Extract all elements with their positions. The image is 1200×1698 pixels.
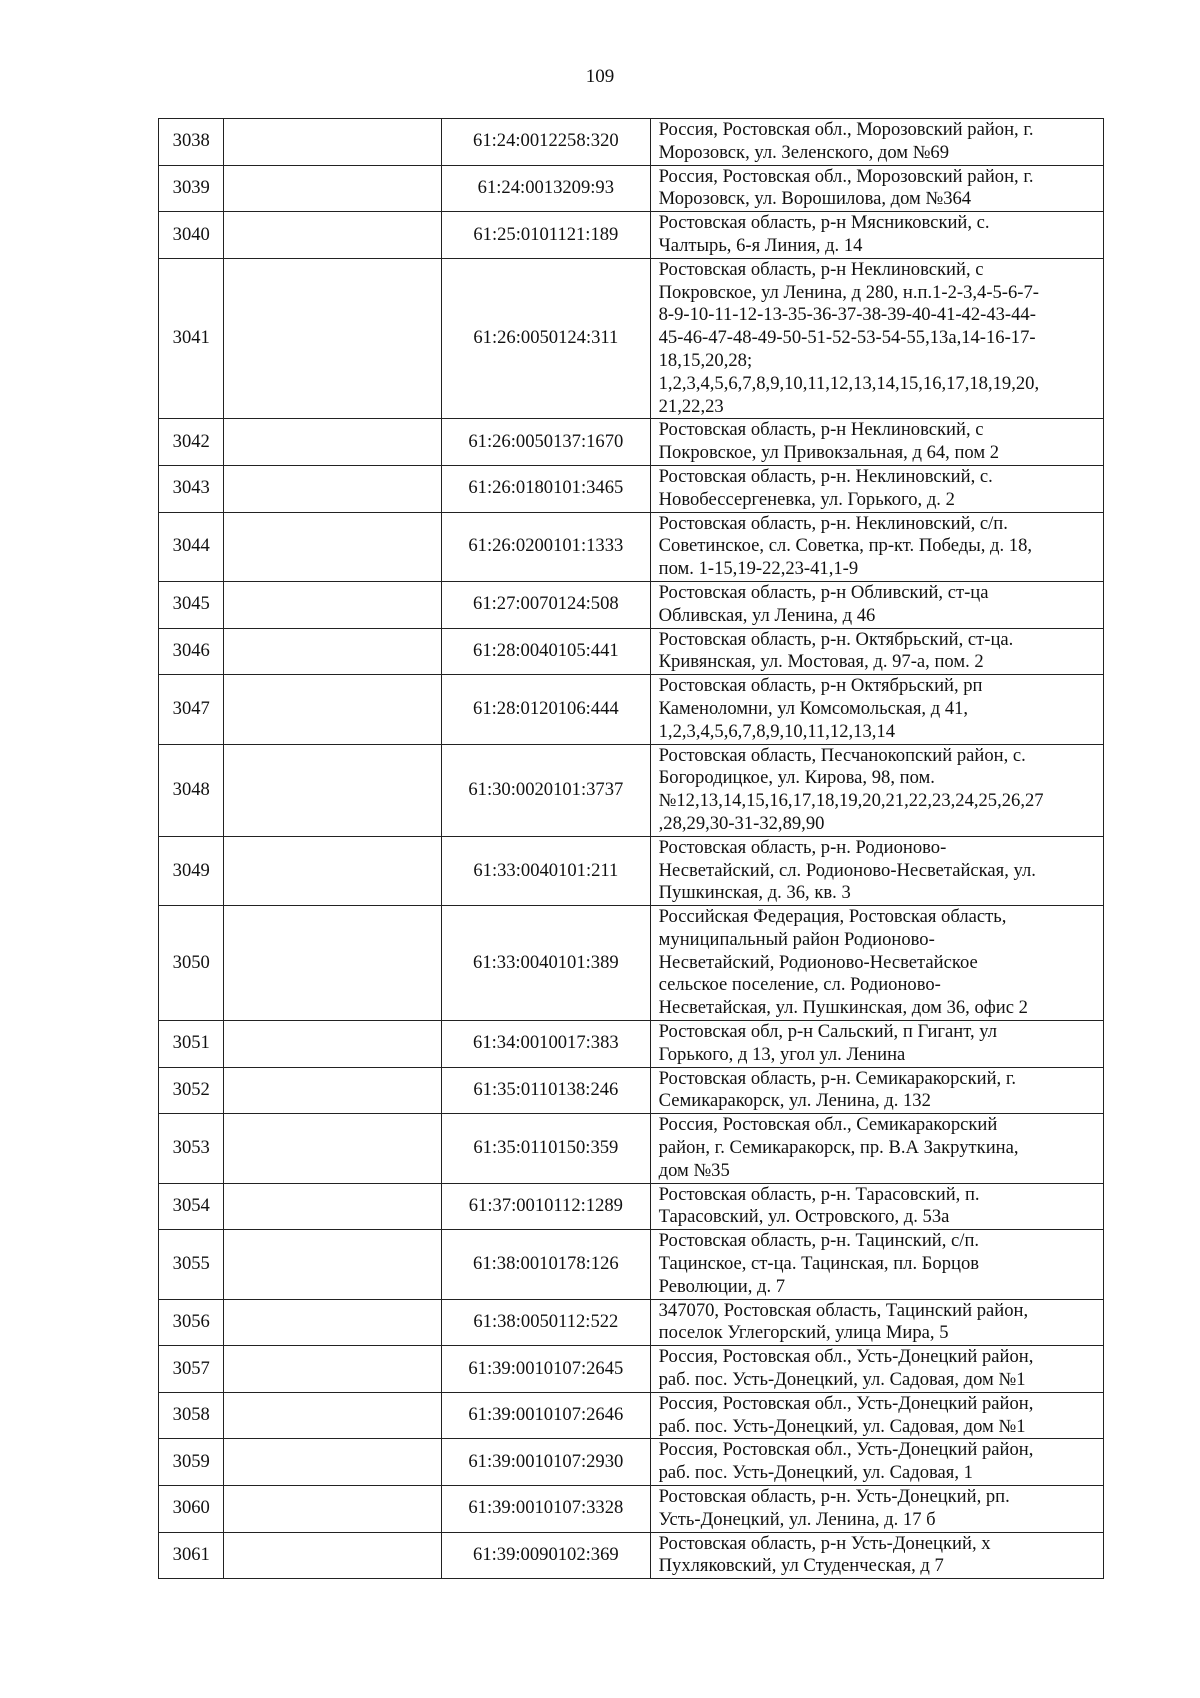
empty-cell <box>224 581 442 628</box>
row-number: 3061 <box>159 1532 224 1579</box>
empty-cell <box>224 1486 442 1533</box>
empty-cell <box>224 1183 442 1230</box>
cadastral-number: 61:28:0040105:441 <box>442 628 651 675</box>
address: Ростовская область, р-н. Усть-Донецкий, рп. Усть-Донецкий, ул. Ленина, д. 17 б <box>650 1486 1103 1533</box>
address: Россия, Ростовская обл., Усть-Донецкий район, раб. пос. Усть-Донецкий, ул. Садовая, дом №1 <box>650 1346 1103 1393</box>
address: Ростовская область, р-н Неклиновский, с Покровское, ул Ленина, д 280, н.п.1-2-3,4-5-6-7- 8-9-10-11-12-13-35-36-37-38-39-40-41-42-43-44- 45-46-47-48-49-50-51-52-53-54-55,13а,14-16-17- 18,15,20,28; 1,2,3,4,5,6,7,8,9,10,11,12,13,14,15,16,17,18,19,20, 21,22,23 <box>650 258 1103 419</box>
empty-cell <box>224 258 442 419</box>
empty-cell <box>224 1439 442 1486</box>
row-number: 3041 <box>159 258 224 419</box>
cadastral-number: 61:39:0090102:369 <box>442 1532 651 1579</box>
address: Ростовская область, р-н. Семикаракорский, г. Семикаракорск, ул. Ленина, д. 132 <box>650 1067 1103 1114</box>
table-row <box>159 419 1104 466</box>
cadastral-number: 61:39:0010107:2645 <box>442 1346 651 1393</box>
table-row <box>159 165 1104 212</box>
address: Российская Федерация, Ростовская область, муниципальный район Родионово- Несветайский, Родионово-Несветайское сельское поселение, сл. Родионово- Несветайская, ул. Пушкинская, дом 36, офис 2 <box>650 906 1103 1021</box>
table-row <box>159 1392 1104 1439</box>
cadastral-number: 61:24:0013209:93 <box>442 165 651 212</box>
row-number: 3043 <box>159 465 224 512</box>
address: Ростовская область, р-н Мясниковский, с. Чалтырь, 6-я Линия, д. 14 <box>650 212 1103 259</box>
cadastral-number: 61:28:0120106:444 <box>442 675 651 744</box>
table-row <box>159 465 1104 512</box>
cadastral-number: 61:35:0110138:246 <box>442 1067 651 1114</box>
address: Ростовская область, р-н. Тарасовский, п. Тарасовский, ул. Островского, д. 53а <box>650 1183 1103 1230</box>
empty-cell <box>224 1021 442 1068</box>
address: Ростовская область, р-н. Родионово- Несветайский, сл. Родионово-Несветайская, ул. Пушкинская, д. 36, кв. 3 <box>650 836 1103 905</box>
table-row <box>159 119 1104 166</box>
table-row <box>159 1183 1104 1230</box>
row-number: 3039 <box>159 165 224 212</box>
address: Ростовская область, р-н Усть-Донецкий, х Пухляковский, ул Студенческая, д 7 <box>650 1532 1103 1579</box>
table-row <box>159 1486 1104 1533</box>
address: Ростовская область, р-н. Октябрьский, ст-ца. Кривянская, ул. Мостовая, д. 97-а, пом. 2 <box>650 628 1103 675</box>
row-number: 3046 <box>159 628 224 675</box>
address: Ростовская область, р-н Обливский, ст-ца Обливская, ул Ленина, д 46 <box>650 581 1103 628</box>
row-number: 3060 <box>159 1486 224 1533</box>
row-number: 3059 <box>159 1439 224 1486</box>
row-number: 3051 <box>159 1021 224 1068</box>
table-row <box>159 1346 1104 1393</box>
table-row <box>159 906 1104 1021</box>
row-number: 3038 <box>159 119 224 166</box>
address: Россия, Ростовская обл., Усть-Донецкий район, раб. пос. Усть-Донецкий, ул. Садовая, дом №1 <box>650 1392 1103 1439</box>
table-row <box>159 1439 1104 1486</box>
table-row <box>159 628 1104 675</box>
cadastral-number: 61:35:0110150:359 <box>442 1114 651 1183</box>
address: Ростовская область, р-н Неклиновский, с Покровское, ул Привокзальная, д 64, пом 2 <box>650 419 1103 466</box>
row-number: 3054 <box>159 1183 224 1230</box>
cadastral-number: 61:26:0050124:311 <box>442 258 651 419</box>
row-number: 3049 <box>159 836 224 905</box>
row-number: 3048 <box>159 744 224 836</box>
row-number: 3044 <box>159 512 224 581</box>
cadastral-number: 61:26:0180101:3465 <box>442 465 651 512</box>
table-row <box>159 1114 1104 1183</box>
cadastral-number: 61:26:0200101:1333 <box>442 512 651 581</box>
empty-cell <box>224 512 442 581</box>
table-row <box>159 675 1104 744</box>
empty-cell <box>224 1532 442 1579</box>
empty-cell <box>224 119 442 166</box>
table-row <box>159 836 1104 905</box>
address: Россия, Ростовская обл., Семикаракорский район, г. Семикаракорск, пр. В.А Закруткина, дом №35 <box>650 1114 1103 1183</box>
cadastral-number: 61:37:0010112:1289 <box>442 1183 651 1230</box>
row-number: 3040 <box>159 212 224 259</box>
cadastral-number: 61:27:0070124:508 <box>442 581 651 628</box>
empty-cell <box>224 836 442 905</box>
cadastral-number: 61:30:0020101:3737 <box>442 744 651 836</box>
empty-cell <box>224 675 442 744</box>
row-number: 3045 <box>159 581 224 628</box>
empty-cell <box>224 744 442 836</box>
empty-cell <box>224 1067 442 1114</box>
table-row <box>159 581 1104 628</box>
address: Россия, Ростовская обл., Морозовский район, г. Морозовск, ул. Зеленского, дом №69 <box>650 119 1103 166</box>
cadastral-number: 61:24:0012258:320 <box>442 119 651 166</box>
table-row <box>159 1021 1104 1068</box>
empty-cell <box>224 212 442 259</box>
empty-cell <box>224 419 442 466</box>
table-row <box>159 1299 1104 1346</box>
address: Ростовская область, р-н Октябрьский, рп Каменоломни, ул Комсомольская, д 41, 1,2,3,4,5,6,7,8,9,10,11,12,13,14 <box>650 675 1103 744</box>
empty-cell <box>224 1114 442 1183</box>
address: Ростовская область, р-н. Неклиновский, с/п. Советинское, сл. Советка, пр-кт. Победы, д. 18, пом. 1-15,19-22,23-41,1-9 <box>650 512 1103 581</box>
table-row <box>159 1067 1104 1114</box>
cadastral-number: 61:38:0010178:126 <box>442 1230 651 1299</box>
table-row <box>159 212 1104 259</box>
address: Ростовская область, Песчанокопский район, с. Богородицкое, ул. Кирова, 98, пом. №12,13,14,15,16,17,18,19,20,21,22,23,24,25,26,27 ,28,29,30-31-32,89,90 <box>650 744 1103 836</box>
address: Россия, Ростовская обл., Морозовский район, г. Морозовск, ул. Ворошилова, дом №364 <box>650 165 1103 212</box>
row-number: 3042 <box>159 419 224 466</box>
cadastral-number: 61:34:0010017:383 <box>442 1021 651 1068</box>
cadastral-number: 61:33:0040101:211 <box>442 836 651 905</box>
table-row <box>159 1230 1104 1299</box>
cadastral-number: 61:39:0010107:2646 <box>442 1392 651 1439</box>
row-number: 3053 <box>159 1114 224 1183</box>
table-row <box>159 512 1104 581</box>
empty-cell <box>224 906 442 1021</box>
address: Ростовская область, р-н. Тацинский, с/п. Тацинское, ст-ца. Тацинская, пл. Борцов Революции, д. 7 <box>650 1230 1103 1299</box>
empty-cell <box>224 1392 442 1439</box>
cadastral-number: 61:25:0101121:189 <box>442 212 651 259</box>
table-body <box>159 119 1104 1579</box>
address: Ростовская область, р-н. Неклиновский, с. Новобессергеневка, ул. Горького, д. 2 <box>650 465 1103 512</box>
cadastral-number: 61:33:0040101:389 <box>442 906 651 1021</box>
row-number: 3050 <box>159 906 224 1021</box>
cadastral-number: 61:39:0010107:3328 <box>442 1486 651 1533</box>
row-number: 3052 <box>159 1067 224 1114</box>
table-row <box>159 258 1104 419</box>
address: Россия, Ростовская обл., Усть-Донецкий район, раб. пос. Усть-Донецкий, ул. Садовая, 1 <box>650 1439 1103 1486</box>
empty-cell <box>224 465 442 512</box>
property-table <box>158 118 1104 1579</box>
row-number: 3047 <box>159 675 224 744</box>
table-row <box>159 1532 1104 1579</box>
empty-cell <box>224 1230 442 1299</box>
table-row <box>159 744 1104 836</box>
page-number: 109 <box>585 66 615 87</box>
empty-cell <box>224 1346 442 1393</box>
cadastral-number: 61:26:0050137:1670 <box>442 419 651 466</box>
empty-cell <box>224 1299 442 1346</box>
row-number: 3058 <box>159 1392 224 1439</box>
address: Ростовская обл, р-н Сальский, п Гигант, ул Горького, д 13, угол ул. Ленина <box>650 1021 1103 1068</box>
empty-cell <box>224 165 442 212</box>
row-number: 3056 <box>159 1299 224 1346</box>
row-number: 3057 <box>159 1346 224 1393</box>
cadastral-number: 61:38:0050112:522 <box>442 1299 651 1346</box>
cadastral-number: 61:39:0010107:2930 <box>442 1439 651 1486</box>
row-number: 3055 <box>159 1230 224 1299</box>
address: 347070, Ростовская область, Тацинский район, поселок Углегорский, улица Мира, 5 <box>650 1299 1103 1346</box>
empty-cell <box>224 628 442 675</box>
